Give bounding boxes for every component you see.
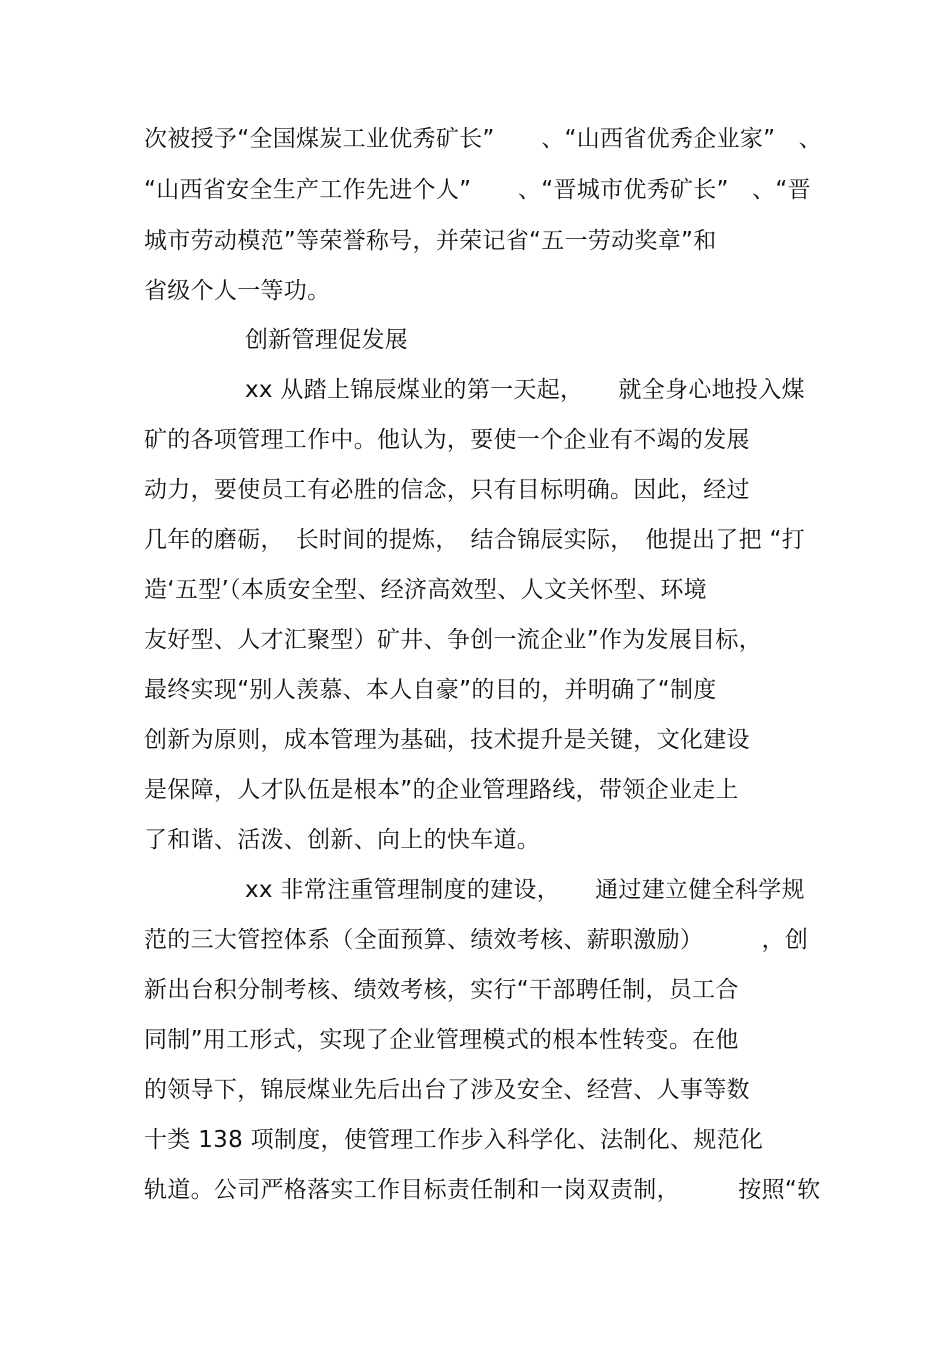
section-heading: 创新管理促发展 bbox=[245, 327, 409, 353]
paragraph-start-line: xx 非常注重管理制度的建设， 通过建立健全科学规 bbox=[245, 877, 805, 903]
text-line: 动力，要使员工有必胜的信念，只有目标明确。因此，经过 bbox=[144, 477, 750, 503]
text-line: 范的三大管控体系（全面预算、绩效考核、薪职激励） ，创 bbox=[144, 927, 809, 953]
text-line: 造‘五型’（本质安全型、经济高效型、人文关怀型、环境 bbox=[144, 577, 707, 603]
text-line: 最终实现“别人羡慕、本人自豪”的目的，并明确了“制度 bbox=[144, 677, 717, 703]
text-line: 十类 138 项制度，使管理工作步入科学化、法制化、规范化 bbox=[144, 1127, 764, 1153]
text-line: 轨道。公司严格落实工作目标责任制和一岗双责制， 按照“软 bbox=[144, 1177, 821, 1203]
text-line: 新出台积分制考核、绩效考核，实行“干部聘任制，员工合 bbox=[144, 977, 739, 1003]
text-line: 创新为原则，成本管理为基础，技术提升是关键，文化建设 bbox=[144, 727, 750, 753]
text-line: 友好型、人才汇聚型）矿井、争创一流企业”作为发展目标， bbox=[144, 627, 763, 653]
text-line: 了和谐、活泼、创新、向上的快车道。 bbox=[144, 827, 541, 853]
text-line: 城市劳动模范”等荣誉称号，并荣记省“五一劳动奖章”和 bbox=[144, 228, 717, 254]
text-line: 是保障，人才队伍是根本”的企业管理路线，带领企业走上 bbox=[144, 777, 739, 803]
text-line: 省级个人一等功。 bbox=[144, 278, 331, 304]
text-line: “山西省安全生产工作先进个人” 、“晋城市优秀矿长” 、“晋 bbox=[144, 177, 811, 203]
text-line: 同制”用工形式，实现了企业管理模式的根本性转变。在他 bbox=[144, 1027, 739, 1053]
text-line: 矿的各项管理工作中。他认为，要使一个企业有不竭的发展 bbox=[144, 427, 750, 453]
paragraph-start-line: xx 从踏上锦辰煤业的第一天起， 就全身心地投入煤 bbox=[245, 377, 805, 403]
text-line: 几年的磨砺， 长时间的提炼， 结合锦辰实际， 他提出了把 “打 bbox=[144, 527, 806, 553]
text-line: 的领导下，锦辰煤业先后出台了涉及安全、经营、人事等数 bbox=[144, 1077, 750, 1103]
text-line: 次被授予“全国煤炭工业优秀矿长” 、“山西省优秀企业家” 、 bbox=[144, 126, 822, 152]
